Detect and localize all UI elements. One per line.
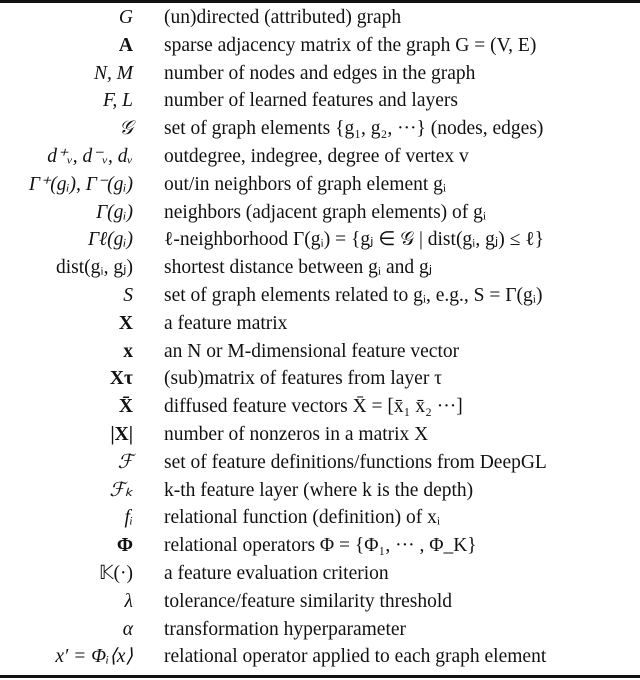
notation-description: shortest distance between gᵢ and gⱼ bbox=[164, 257, 433, 279]
notation-symbol: Φ bbox=[116, 535, 133, 557]
notation-description: relational operator applied to each graph element bbox=[164, 646, 547, 668]
notation-symbol: N, M bbox=[94, 62, 133, 84]
table-row bbox=[0, 393, 547, 421]
table-row bbox=[0, 87, 547, 115]
notation-symbol: ℱₖ bbox=[109, 479, 133, 501]
table-row bbox=[0, 171, 547, 199]
notation-description: ℓ-neighborhood Γ(gᵢ) = {gⱼ ∈ 𝒢 | dist(gᵢ, gⱼ) ≤ ℓ} bbox=[164, 229, 544, 251]
table-row bbox=[0, 338, 547, 366]
notation-symbol: 𝕂(·) bbox=[98, 562, 133, 584]
notation-symbol: d⁺ᵥ, d⁻ᵥ, dᵥ bbox=[47, 145, 133, 167]
notation-description: sparse adjacency matrix of the graph G = (V, E) bbox=[164, 34, 537, 56]
notation-symbol: dist(gᵢ, gⱼ) bbox=[55, 257, 133, 279]
notation-description: number of learned features and layers bbox=[164, 90, 458, 112]
notation-symbol: Γ⁺(gᵢ), Γ⁻(gᵢ) bbox=[28, 173, 133, 195]
notation-symbol: Γ(gᵢ) bbox=[96, 201, 133, 223]
notation-symbol: λ bbox=[124, 590, 133, 612]
table-row bbox=[0, 310, 547, 338]
notation-symbol: G bbox=[118, 7, 133, 28]
top-rule bbox=[0, 0, 640, 3]
notation-description: (sub)matrix of features from layer τ bbox=[164, 368, 443, 390]
notation-description: set of feature definitions/functions from DeepGL bbox=[164, 451, 547, 473]
table-row bbox=[0, 421, 547, 449]
table-row bbox=[0, 60, 547, 88]
notation-symbol: 𝒢 bbox=[119, 118, 133, 140]
notation-symbol: Xτ bbox=[109, 368, 133, 390]
table-row bbox=[0, 282, 547, 310]
notation-symbol: X bbox=[118, 312, 133, 334]
notation-description: k-th feature layer (where k is the depth) bbox=[164, 479, 474, 501]
notation-description: number of nonzeros in a matrix X bbox=[164, 423, 429, 445]
notation-symbol: x′ = Φᵢ⟨x⟩ bbox=[55, 646, 133, 668]
notation-description: tolerance/feature similarity threshold bbox=[164, 590, 453, 612]
table-row bbox=[0, 588, 547, 616]
table-row bbox=[0, 560, 547, 588]
notation-description: relational operators Φ = {Φ₁, ··· , Φ_K} bbox=[164, 535, 477, 557]
notation-symbol: α bbox=[122, 618, 133, 640]
notation-description: a feature evaluation criterion bbox=[164, 562, 389, 584]
table-row bbox=[0, 365, 547, 393]
notation-symbol: F, L bbox=[103, 90, 133, 112]
notation-description: an N or M-dimensional feature vector bbox=[164, 340, 460, 362]
notation-description: diffused feature vectors X̄ = [x̄₁ x̄₂ ···] bbox=[164, 396, 463, 418]
notation-symbol: Γℓ(gᵢ) bbox=[87, 229, 133, 251]
bottom-rule bbox=[0, 675, 640, 678]
table-row bbox=[0, 115, 547, 143]
table-row bbox=[0, 616, 547, 644]
notation-symbol: X̄ bbox=[118, 396, 133, 418]
table-row bbox=[0, 532, 547, 560]
notation-description: relational function (definition) of xᵢ bbox=[164, 507, 441, 529]
notation-symbol: ℱ bbox=[117, 451, 133, 473]
notation-description: a feature matrix bbox=[164, 312, 288, 334]
notation-symbol: fᵢ bbox=[124, 507, 133, 529]
table-row bbox=[0, 504, 547, 532]
table-row bbox=[0, 199, 547, 227]
notation-description: (un)directed (attributed) graph bbox=[164, 7, 402, 28]
notation-description: outdegree, indegree, degree of vertex v bbox=[164, 145, 469, 167]
table-row bbox=[0, 226, 547, 254]
notation-description: set of graph elements related to gᵢ, e.g., S = Γ(gᵢ) bbox=[164, 284, 543, 306]
table-row bbox=[0, 477, 547, 505]
notation-table bbox=[0, 4, 547, 671]
notation-symbol: A bbox=[118, 34, 133, 56]
notation-description: neighbors (adjacent graph elements) of gᵢ bbox=[164, 201, 487, 223]
notation-symbol: x bbox=[123, 340, 133, 362]
table-row bbox=[0, 449, 547, 477]
table-row bbox=[0, 254, 547, 282]
notation-symbol: |X| bbox=[110, 423, 133, 445]
notation-description: out/in neighbors of graph element gᵢ bbox=[164, 173, 447, 195]
table-row bbox=[0, 143, 547, 171]
table-row bbox=[0, 4, 547, 32]
notation-symbol: S bbox=[123, 284, 133, 306]
notation-description: number of nodes and edges in the graph bbox=[164, 62, 476, 84]
table-row bbox=[0, 32, 547, 60]
notation-description: transformation hyperparameter bbox=[164, 618, 407, 640]
table-row bbox=[0, 643, 547, 671]
notation-description: set of graph elements {g₁, g₂, ···} (nodes, edges) bbox=[164, 118, 544, 140]
